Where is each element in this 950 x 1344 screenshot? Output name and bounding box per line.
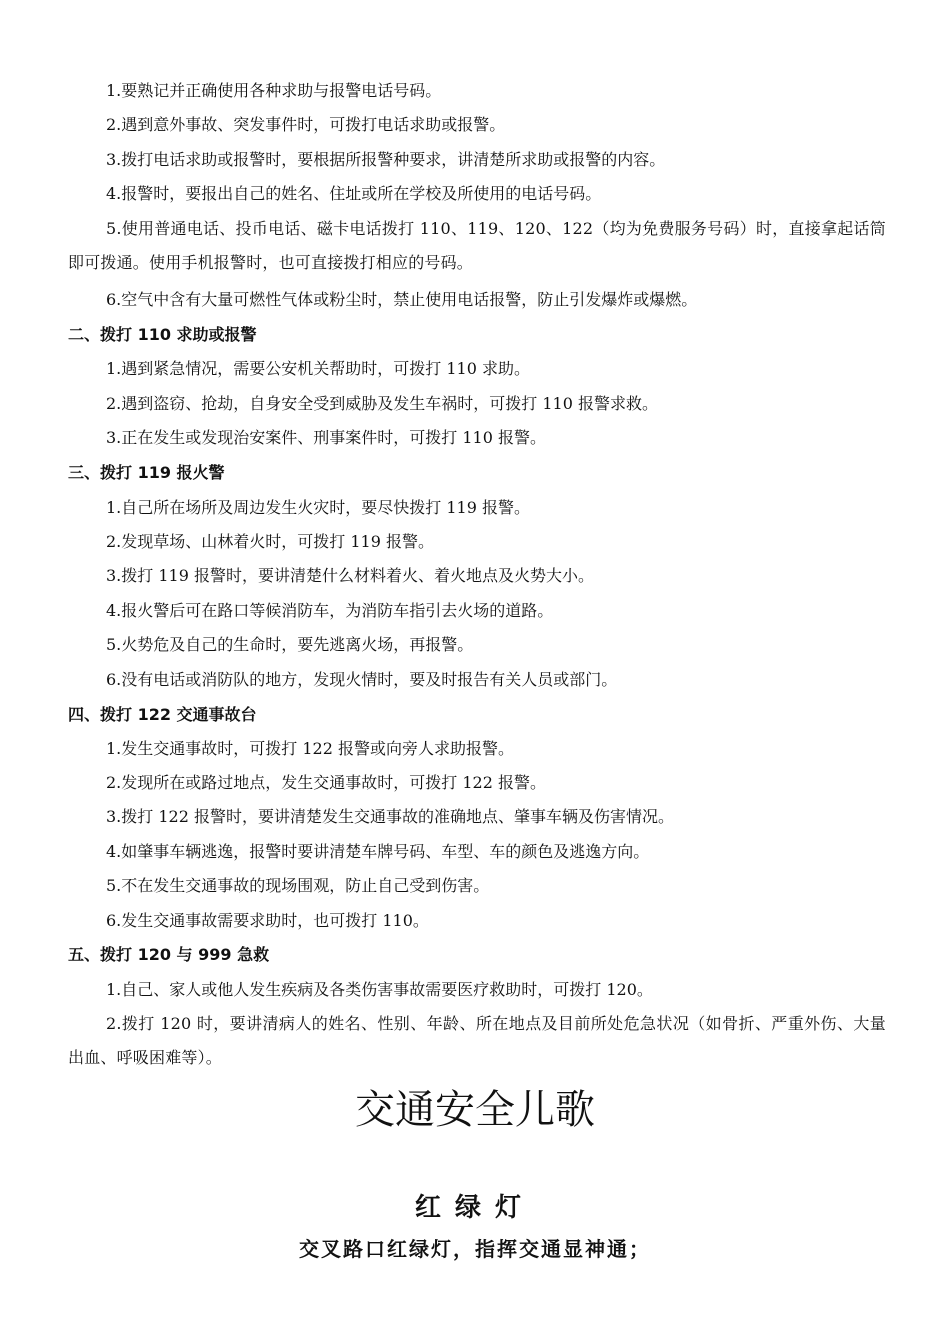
section-heading-122: 四、拨打 122 交通事故台 <box>68 705 257 724</box>
section-122-item-1: 1.发生交通事故时，可拨打 122 报警或向旁人求助报警。 <box>106 739 514 758</box>
section-119-item-4: 4.报火警后可在路口等候消防车，为消防车指引去火场的道路。 <box>106 601 554 620</box>
section-122-item-6: 6.发生交通事故需要求助时，也可拨打 110。 <box>106 911 429 930</box>
intro-item-2: 2.遇到意外事故、突发事件时，可拨打电话求助或报警。 <box>106 115 506 134</box>
section-110-item-2: 2.遇到盗窃、抢劫，自身安全受到威胁及发生车祸时，可拨打 110 报警求救。 <box>106 394 658 413</box>
song-title: 红绿灯 <box>414 1193 535 1223</box>
section-119-item-1: 1.自己所在场所及周边发生火灾时，要尽快拨打 119 报警。 <box>106 498 530 517</box>
section-120-item-2: 2.拨打 120 时，要讲清病人的姓名、性别、年龄、所在地点及目前所处危急状况（如骨折、严重外伤、大量出血、呼吸困难等）。 <box>68 1014 886 1067</box>
section-119-item-3: 3.拨打 119 报警时，要讲清楚什么材料着火、着火地点及火势大小。 <box>106 566 594 585</box>
section-122-item-2: 2.发现所在或路过地点，发生交通事故时，可拨打 122 报警。 <box>106 773 546 792</box>
document-title: 交通安全儿歌 <box>355 1087 595 1133</box>
section-heading-110: 二、拨打 110 求助或报警 <box>68 325 257 344</box>
section-119-item-2: 2.发现草场、山林着火时，可拨打 119 报警。 <box>106 532 434 551</box>
song-line-1: 交叉路口红绿灯，指挥交通显神通； <box>299 1237 651 1261</box>
intro-item-6: 6.空气中含有大量可燃性气体或粉尘时，禁止使用电话报警，防止引发爆炸或爆燃。 <box>106 290 698 309</box>
section-120-item-1: 1.自己、家人或他人发生疾病及各类伤害事故需要医疗救助时，可拨打 120。 <box>106 980 653 999</box>
intro-item-1: 1.要熟记并正确使用各种求助与报警电话号码。 <box>106 81 442 100</box>
section-heading-119: 三、拨打 119 报火警 <box>68 463 225 482</box>
section-110-item-3: 3.正在发生或发现治安案件、刑事案件时，可拨打 110 报警。 <box>106 428 546 447</box>
section-122-item-5: 5.不在发生交通事故的现场围观，防止自己受到伤害。 <box>106 876 490 895</box>
intro-item-5: 5.使用普通电话、投币电话、磁卡电话拨打 110、119、120、122（均为免费服务号码）时，直接拿起话筒即可拨通。使用手机报警时，也可直接拨打相应的号码。 <box>68 219 886 272</box>
section-heading-120: 五、拨打 120 与 999 急救 <box>68 945 270 964</box>
section-122-item-3: 3.拨打 122 报警时，要讲清楚发生交通事故的准确地点、肇事车辆及伤害情况。 <box>106 807 674 826</box>
section-110-item-1: 1.遇到紧急情况，需要公安机关帮助时，可拨打 110 求助。 <box>106 359 530 378</box>
intro-item-3: 3.拨打电话求助或报警时，要根据所报警种要求，讲清楚所求助或报警的内容。 <box>106 150 666 169</box>
section-122-item-4: 4.如肇事车辆逃逸，报警时要讲清楚车牌号码、车型、车的颜色及逃逸方向。 <box>106 842 650 861</box>
section-119-item-5: 5.火势危及自己的生命时，要先逃离火场，再报警。 <box>106 635 474 654</box>
intro-item-4: 4.报警时，要报出自己的姓名、住址或所在学校及所使用的电话号码。 <box>106 184 602 203</box>
section-119-item-6: 6.没有电话或消防队的地方，发现火情时，要及时报告有关人员或部门。 <box>106 670 618 689</box>
